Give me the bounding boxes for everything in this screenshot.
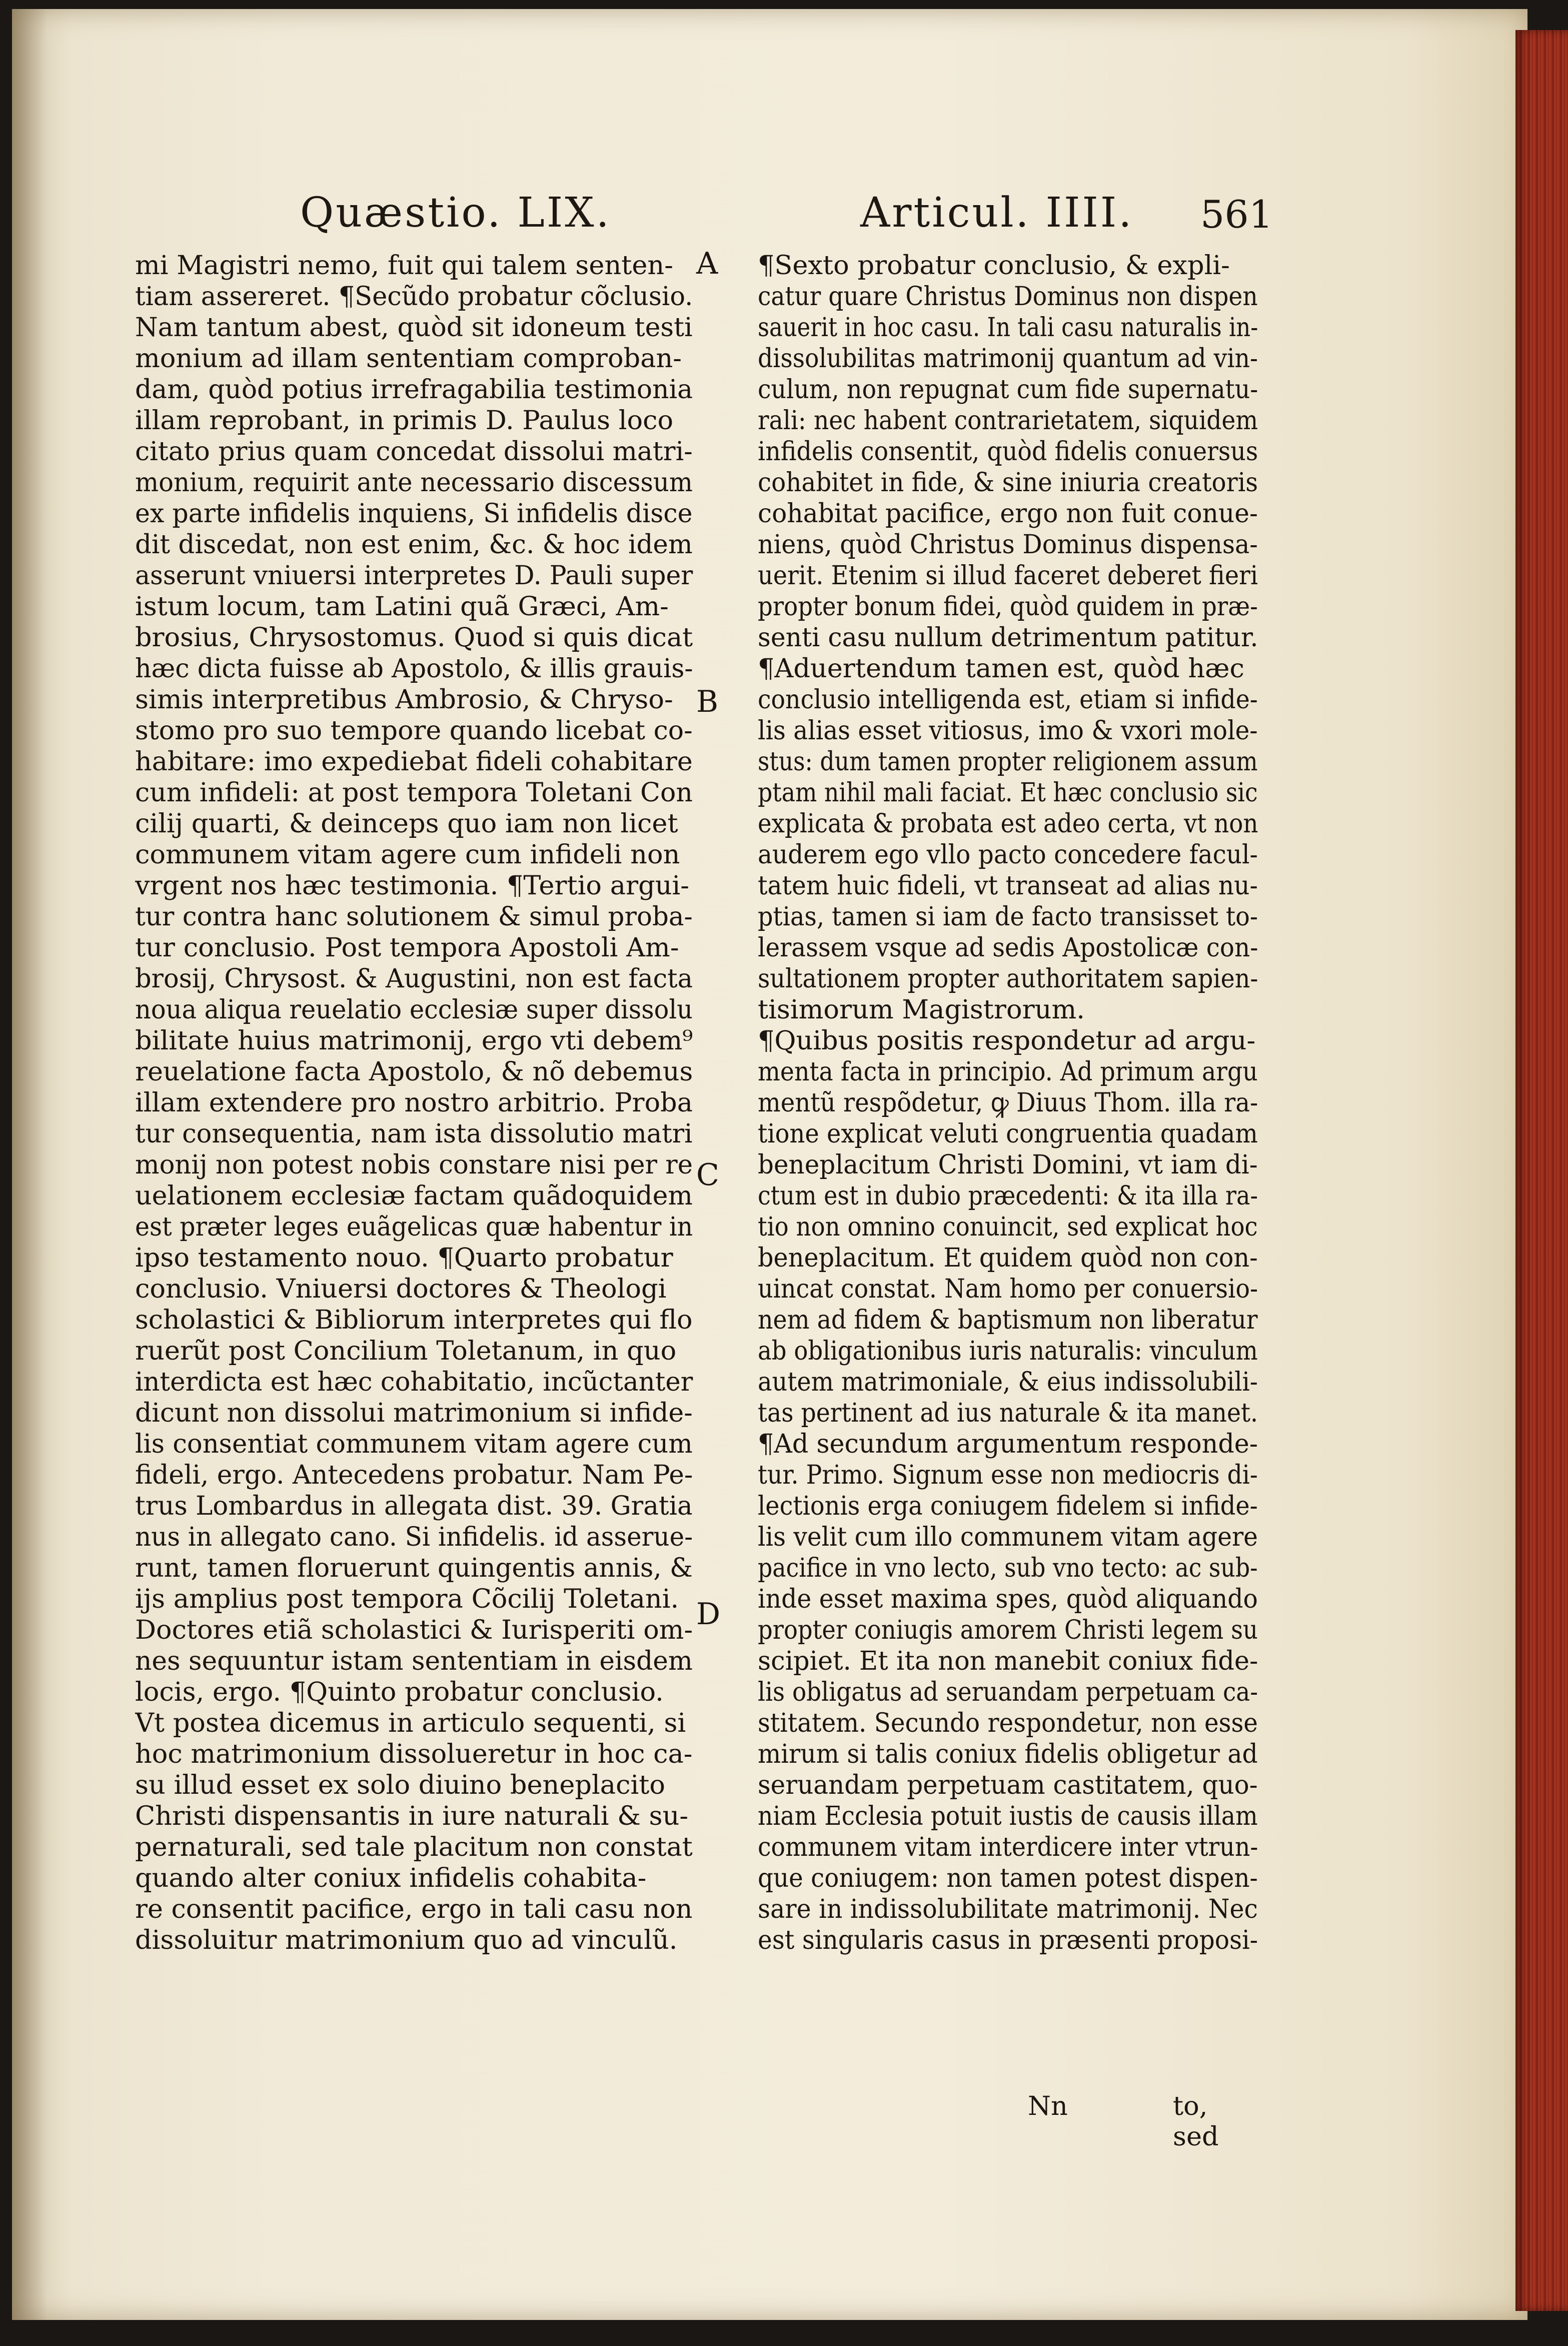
text-line: tiam assereret. ¶Secũdo probatur cõclusio. xyxy=(135,281,693,312)
text-line: ruerũt post Concilium Toletanum, in quo xyxy=(135,1336,677,1366)
text-line: Doctores etiã scholastici & Iurisperiti om- xyxy=(135,1615,693,1645)
margin-letter-a: A xyxy=(696,246,718,281)
text-line: simis interpretibus Ambrosio, & Chryso- xyxy=(135,684,673,715)
text-line: uelationem ecclesiæ factam quãdoquidem xyxy=(135,1181,693,1211)
text-line: lis alias esset vitiosus, imo & vxori mole- xyxy=(758,715,1258,746)
text-line: inde esset maxima spes, quòd aliquando xyxy=(758,1584,1258,1614)
margin-section-letters xyxy=(696,246,731,1751)
text-line: su illud esset ex solo diuino beneplacito xyxy=(135,1770,665,1800)
text-line: lerassem vsque ad sedis Apostolicæ con- xyxy=(758,932,1258,963)
text-line: niam Ecclesia potuit iustis de causis illam xyxy=(758,1801,1258,1831)
catchword: to, sed xyxy=(1173,2091,1219,2152)
margin-letter-b: B xyxy=(696,684,719,719)
text-line: beneplacitum Christi Domini, vt iam di- xyxy=(758,1149,1258,1180)
text-line: re consentit pacifice, ergo in tali casu non xyxy=(135,1894,693,1924)
text-line: infidelis consentit, quòd fidelis conuersus xyxy=(758,436,1258,467)
text-line: communem vitam interdicere inter vtrun- xyxy=(758,1832,1258,1862)
text-line: illam extendere pro nostro arbitrio. Proba xyxy=(135,1087,693,1118)
text-line: mentũ respõdetur, ꝙ Diuus Thom. illa ra- xyxy=(758,1087,1258,1118)
text-line: brosius, Chrysostomus. Quod si quis dicat xyxy=(135,622,693,653)
signature-mark: Nn xyxy=(1028,2091,1068,2121)
left-text-column xyxy=(135,250,693,1956)
folio-number: 561 xyxy=(1200,192,1273,237)
text-line: brosij, Chrysost. & Augustini, non est facta xyxy=(135,963,693,994)
text-line: lectionis erga coniugem fidelem si infide- xyxy=(758,1491,1258,1521)
text-line: asserunt vniuersi interpretes D. Pauli super xyxy=(135,560,693,591)
text-line: tur consequentia, nam ista dissolutio matri xyxy=(135,1118,693,1149)
text-line: scholastici & Bibliorum interpretes qui flo xyxy=(135,1305,693,1335)
text-line: auderem ego vllo pacto concedere facul- xyxy=(758,839,1258,870)
text-line: tatem huic fideli, vt transeat ad alias nu- xyxy=(758,870,1258,901)
text-line: sare in indissolubilitate matrimonij. Nec xyxy=(758,1894,1258,1924)
text-line: cilij quarti, & deinceps quo iam non licet xyxy=(135,808,678,839)
text-line: ¶Aduertendum tamen est, quòd hæc xyxy=(758,653,1244,684)
text-line: illam reprobant, in primis D. Paulus loco xyxy=(135,405,674,436)
text-line: autem matrimoniale, & eius indissolubili- xyxy=(758,1367,1258,1397)
text-line: seruandam perpetuam castitatem, quo- xyxy=(758,1770,1258,1800)
text-line: ipso testamento nouo. ¶Quarto probatur xyxy=(135,1243,673,1273)
text-line: communem vitam agere cum infideli non xyxy=(135,839,680,870)
text-line: pernaturali, sed tale placitum non constat xyxy=(135,1832,693,1862)
text-line: tas pertinent ad ius naturale & ita manet. xyxy=(758,1398,1258,1428)
text-line: conclusio intelligenda est, etiam si infide- xyxy=(758,684,1258,715)
text-line: mirum si talis coniux fidelis obligetur ad xyxy=(758,1739,1258,1769)
text-line: ptam nihil mali faciat. Et hæc conclusio sic xyxy=(758,777,1258,808)
text-line: uerit. Etenim si illud faceret deberet fieri xyxy=(758,560,1258,591)
text-line: catur quare Christus Dominus non dispen xyxy=(758,281,1258,312)
text-line: dissolubilitas matrimonij quantum ad vin- xyxy=(758,343,1258,374)
text-line: fideli, ergo. Antecedens probatur. Nam Pe- xyxy=(135,1460,693,1490)
text-line: ptias, tamen si iam de facto transisset to- xyxy=(758,901,1258,932)
text-line: nem ad fidem & baptismum non liberatur xyxy=(758,1305,1258,1335)
text-line: rali: nec habent contrarietatem, siquidem xyxy=(758,405,1258,436)
text-line: uincat constat. Nam homo per conuersio- xyxy=(758,1274,1258,1304)
text-line: stitatem. Secundo respondetur, non esse xyxy=(758,1708,1258,1738)
text-line: dissoluitur matrimonium quo ad vinculũ. xyxy=(135,1925,678,1955)
text-line: hæc dicta fuisse ab Apostolo, & illis grauis- xyxy=(135,653,693,684)
text-line: ¶Sexto probatur conclusio, & expli- xyxy=(758,250,1230,281)
text-line: propter coniugis amorem Christi legem su xyxy=(758,1615,1258,1645)
text-line: ¶Quibus positis respondetur ad argu- xyxy=(758,1025,1256,1056)
running-head-article: Articul. IIII. xyxy=(860,189,1134,237)
text-line: nus in allegato cano. Si infidelis. id asserue- xyxy=(135,1522,693,1552)
text-line: pacifice in vno lecto, sub vno tecto: ac sub- xyxy=(758,1553,1258,1583)
text-line: ex parte infidelis inquiens, Si infidelis disce xyxy=(135,498,693,529)
text-line: ¶Ad secundum argumentum responde- xyxy=(758,1429,1258,1459)
text-line: ijs amplius post tempora Cõcilij Toletani. xyxy=(135,1584,679,1614)
text-line: tio non omnino conuincit, sed explicat hoc xyxy=(758,1212,1258,1242)
text-line: noua aliqua reuelatio ecclesiæ super dissolu xyxy=(135,994,693,1025)
text-line: culum, non repugnat cum fide supernatu- xyxy=(758,374,1258,405)
text-line: Nam tantum abest, quòd sit idoneum testi xyxy=(135,312,693,343)
text-line: interdicta est hæc cohabitatio, incũctanter xyxy=(135,1367,693,1397)
text-line: runt, tamen floruerunt quingentis annis, & xyxy=(135,1553,693,1583)
text-line: ctum est in dubio præcedenti: & ita illa ra- xyxy=(758,1181,1258,1211)
text-line: hoc matrimonium dissolueretur in hoc ca- xyxy=(135,1739,693,1769)
text-line: ab obligationibus iuris naturalis: vinculum xyxy=(758,1336,1258,1366)
text-line: citato prius quam concedat dissolui matri- xyxy=(135,436,693,467)
text-line: monium ad illam sententiam comproban- xyxy=(135,343,682,374)
text-line: habitare: imo expediebat fideli cohabitare xyxy=(135,746,693,777)
text-line: Christi dispensantis in iure naturali & su- xyxy=(135,1801,689,1831)
text-line: dam, quòd potius irrefragabilia testimonia xyxy=(135,374,693,405)
text-line: monij non potest nobis constare nisi per re xyxy=(135,1149,693,1180)
text-line: monium, requirit ante necessario discessum xyxy=(135,467,693,498)
text-line: reuelatione facta Apostolo, & nõ debemus xyxy=(135,1056,693,1087)
text-line: propter bonum fidei, quòd quidem in præ- xyxy=(758,591,1258,622)
text-line: tur contra hanc solutionem & simul proba- xyxy=(135,901,693,932)
text-line: est singularis casus in præsenti proposi- xyxy=(758,1925,1258,1955)
text-line: senti casu nullum detrimentum patitur. xyxy=(758,622,1258,653)
text-line: cohabitat pacifice, ergo non fuit conue- xyxy=(758,498,1258,529)
text-line: niens, quòd Christus Dominus dispensa- xyxy=(758,529,1258,560)
text-line: beneplacitum. Et quidem quòd non con- xyxy=(758,1243,1258,1273)
text-line: que coniugem: non tamen potest dispen- xyxy=(758,1863,1258,1893)
text-line: cum infideli: at post tempora Toletani Con xyxy=(135,777,693,808)
text-line: scipiet. Et ita non manebit coniux fide- xyxy=(758,1646,1258,1676)
text-line: locis, ergo. ¶Quinto probatur conclusio. xyxy=(135,1677,664,1707)
text-line: tur conclusio. Post tempora Apostoli Am- xyxy=(135,932,679,963)
red-fore-edge xyxy=(1515,30,1568,2311)
running-head-question: Quæstio. LIX. xyxy=(300,189,611,237)
text-line: sultationem propter authoritatem sapien- xyxy=(758,963,1258,994)
text-line: tur. Primo. Signum esse non mediocris di- xyxy=(758,1460,1258,1490)
text-line: menta facta in principio. Ad primum argu xyxy=(758,1056,1258,1087)
text-line: est præter leges euãgelicas quæ habentur in xyxy=(135,1212,693,1242)
text-line: cohabitet in fide, & sine iniuria creatoris xyxy=(758,467,1258,498)
text-line: trus Lombardus in allegata dist. 39. Gratia xyxy=(135,1491,693,1521)
text-line: lis velit cum illo communem vitam agere xyxy=(758,1522,1258,1552)
text-line: lis obligatus ad seruandam perpetuam ca- xyxy=(758,1677,1258,1707)
right-text-column xyxy=(758,250,1258,1956)
text-line: istum locum, tam Latini quã Græci, Am- xyxy=(135,591,669,622)
text-line: stomo pro suo tempore quando licebat co- xyxy=(135,715,693,746)
text-line: tione explicat veluti congruentia quadam xyxy=(758,1118,1258,1149)
text-line: explicata & probata est adeo certa, vt non xyxy=(758,808,1258,839)
margin-letter-d: D xyxy=(696,1597,721,1632)
catchword-line xyxy=(1028,2091,1253,2152)
text-line: nes sequuntur istam sententiam in eisdem xyxy=(135,1646,693,1676)
text-line: sauerit in hoc casu. In tali casu naturalis in- xyxy=(758,312,1258,343)
text-line: lis consentiat communem vitam agere cum xyxy=(135,1429,693,1459)
text-line: vrgent nos hæc testimonia. ¶Tertio argui- xyxy=(135,870,690,901)
text-line: Vt postea dicemus in articulo sequenti, si xyxy=(135,1708,686,1738)
text-line: mi Magistri nemo, fuit qui talem senten- xyxy=(135,250,673,281)
margin-letter-c: C xyxy=(696,1157,719,1193)
text-line: bilitate huius matrimonij, ergo vti debem⁹ xyxy=(135,1025,693,1056)
text-line: dit discedat, non est enim, &c. & hoc idem xyxy=(135,529,693,560)
text-line: stus: dum tamen propter religionem assum xyxy=(758,746,1258,777)
text-line: conclusio. Vniuersi doctores & Theologi xyxy=(135,1274,667,1304)
text-line: quando alter coniux infidelis cohabita- xyxy=(135,1863,647,1893)
gutter-shadow xyxy=(12,9,47,2320)
text-line: tisimorum Magistrorum. xyxy=(758,994,1085,1025)
text-line: dicunt non dissolui matrimonium si infide- xyxy=(135,1398,693,1428)
running-head xyxy=(300,189,1273,244)
